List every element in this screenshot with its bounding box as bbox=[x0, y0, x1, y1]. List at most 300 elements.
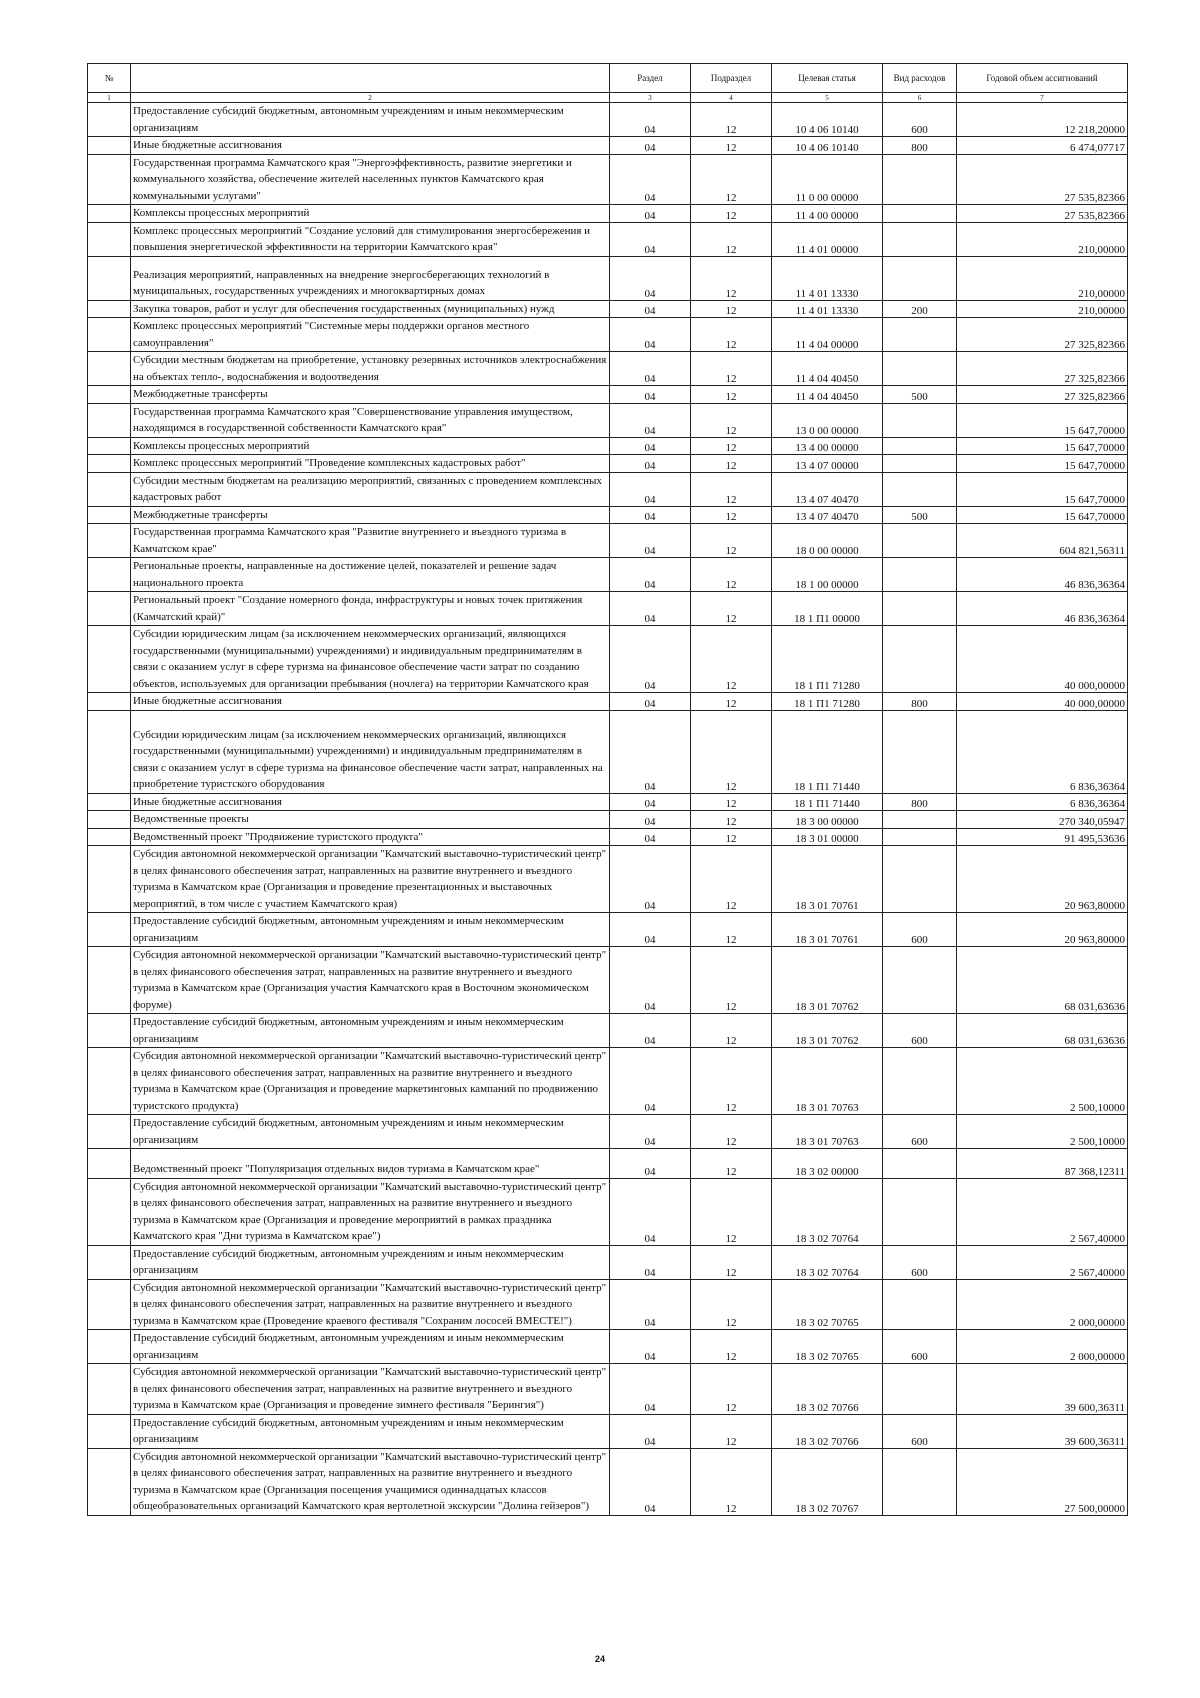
row-expense-type: 600 bbox=[883, 1330, 957, 1364]
row-expense-type: 500 bbox=[883, 386, 957, 404]
table-row bbox=[88, 1178, 1128, 1245]
row-target: 18 3 02 70765 bbox=[772, 1330, 883, 1364]
row-section: 04 bbox=[610, 403, 691, 437]
row-expense-type bbox=[883, 811, 957, 829]
row-subsection: 12 bbox=[691, 403, 772, 437]
row-number bbox=[88, 1448, 131, 1515]
row-expense-type bbox=[883, 1178, 957, 1245]
row-number bbox=[88, 103, 131, 137]
row-number bbox=[88, 811, 131, 829]
row-number bbox=[88, 626, 131, 693]
row-amount: 2 500,10000 bbox=[957, 1115, 1128, 1149]
row-amount: 15 647,70000 bbox=[957, 403, 1128, 437]
row-description: Комплексы процессных мероприятий bbox=[131, 437, 610, 455]
row-subsection: 12 bbox=[691, 558, 772, 592]
table-row bbox=[88, 1279, 1128, 1330]
row-number bbox=[88, 592, 131, 626]
row-description: Межбюджетные трансферты bbox=[131, 386, 610, 404]
col-header-target: Целевая статья bbox=[772, 64, 883, 93]
row-number bbox=[88, 693, 131, 711]
row-subsection: 12 bbox=[691, 437, 772, 455]
row-amount: 15 647,70000 bbox=[957, 437, 1128, 455]
row-description: Субсидия автономной некоммерческой организации "Камчатский выставочно-туристический центр" в целях финансового обеспечения затрат, направленных на развитие внутреннего и въездного туризма в Камчатском крае (Организация и проведение маркетинговых кампаний по продвижению туристского продукта) bbox=[131, 1048, 610, 1115]
table-row bbox=[88, 592, 1128, 626]
row-subsection: 12 bbox=[691, 256, 772, 300]
row-target: 13 4 07 40470 bbox=[772, 472, 883, 506]
row-description: Предоставление субсидий бюджетным, автономным учреждениям и иным некоммерческим организациям bbox=[131, 1014, 610, 1048]
row-amount: 20 963,80000 bbox=[957, 913, 1128, 947]
row-target: 11 4 01 00000 bbox=[772, 222, 883, 256]
row-description: Межбюджетные трансферты bbox=[131, 506, 610, 524]
table-row bbox=[88, 103, 1128, 137]
row-amount: 46 836,36364 bbox=[957, 592, 1128, 626]
row-subsection: 12 bbox=[691, 811, 772, 829]
row-description: Субсидия автономной некоммерческой организации "Камчатский выставочно-туристический центр" в целях финансового обеспечения затрат, направленных на развитие внутреннего и въездного туризма в Камчатском крае (Организация и проведение мероприятий в рамках праздника Камчатского края "Дни туризма в Камчатском крае") bbox=[131, 1178, 610, 1245]
row-expense-type bbox=[883, 1448, 957, 1515]
table-row bbox=[88, 256, 1128, 300]
row-amount: 27 325,82366 bbox=[957, 352, 1128, 386]
row-number bbox=[88, 1330, 131, 1364]
table-row bbox=[88, 1448, 1128, 1515]
row-description: Предоставление субсидий бюджетным, автономным учреждениям и иным некоммерческим организациям bbox=[131, 1245, 610, 1279]
row-target: 13 4 07 40470 bbox=[772, 506, 883, 524]
row-number bbox=[88, 386, 131, 404]
row-number bbox=[88, 793, 131, 811]
row-target: 11 4 04 00000 bbox=[772, 318, 883, 352]
row-subsection: 12 bbox=[691, 386, 772, 404]
row-number bbox=[88, 1414, 131, 1448]
table-row bbox=[88, 222, 1128, 256]
row-description: Комплекс процессных мероприятий "Системные меры поддержки органов местного самоуправления" bbox=[131, 318, 610, 352]
row-amount: 39 600,36311 bbox=[957, 1414, 1128, 1448]
row-description: Ведомственный проект "Продвижение туристского продукта" bbox=[131, 828, 610, 846]
col-number: 7 bbox=[957, 93, 1128, 103]
row-section: 04 bbox=[610, 386, 691, 404]
row-number bbox=[88, 437, 131, 455]
row-number bbox=[88, 710, 131, 793]
row-expense-type bbox=[883, 352, 957, 386]
row-target: 18 3 00 00000 bbox=[772, 811, 883, 829]
row-amount: 15 647,70000 bbox=[957, 472, 1128, 506]
row-target: 11 4 00 00000 bbox=[772, 205, 883, 223]
row-section: 04 bbox=[610, 592, 691, 626]
row-description: Субсидии местным бюджетам на приобретение, установку резервных источников электроснабжения на объектах тепло-, водоснабжения и водоотведения bbox=[131, 352, 610, 386]
row-subsection: 12 bbox=[691, 1330, 772, 1364]
col-number: 2 bbox=[131, 93, 610, 103]
row-number bbox=[88, 300, 131, 318]
row-section: 04 bbox=[610, 137, 691, 155]
table-row bbox=[88, 947, 1128, 1014]
row-target: 18 3 02 70765 bbox=[772, 1279, 883, 1330]
row-number bbox=[88, 256, 131, 300]
table-row bbox=[88, 137, 1128, 155]
row-section: 04 bbox=[610, 1115, 691, 1149]
table-row bbox=[88, 811, 1128, 829]
header-row bbox=[88, 64, 1128, 93]
row-subsection: 12 bbox=[691, 524, 772, 558]
row-description: Реализация мероприятий, направленных на внедрение энергосберегающих технологий в муниципальных, государственных учреждениях и многоквартирных домах bbox=[131, 256, 610, 300]
row-target: 18 3 01 70762 bbox=[772, 1014, 883, 1048]
row-number bbox=[88, 1279, 131, 1330]
table-row bbox=[88, 558, 1128, 592]
row-target: 18 3 02 70766 bbox=[772, 1364, 883, 1415]
row-subsection: 12 bbox=[691, 1414, 772, 1448]
row-section: 04 bbox=[610, 811, 691, 829]
row-expense-type bbox=[883, 626, 957, 693]
row-expense-type: 600 bbox=[883, 1115, 957, 1149]
row-section: 04 bbox=[610, 1330, 691, 1364]
row-expense-type bbox=[883, 846, 957, 913]
table-row bbox=[88, 693, 1128, 711]
row-description: Комплексы процессных мероприятий bbox=[131, 205, 610, 223]
row-target: 18 3 01 70763 bbox=[772, 1115, 883, 1149]
row-target: 10 4 06 10140 bbox=[772, 137, 883, 155]
row-number bbox=[88, 403, 131, 437]
row-number bbox=[88, 947, 131, 1014]
table-row bbox=[88, 455, 1128, 473]
row-subsection: 12 bbox=[691, 103, 772, 137]
row-description: Комплекс процессных мероприятий "Проведение комплексных кадастровых работ" bbox=[131, 455, 610, 473]
row-subsection: 12 bbox=[691, 1364, 772, 1415]
row-subsection: 12 bbox=[691, 455, 772, 473]
row-expense-type bbox=[883, 318, 957, 352]
row-description: Ведомственные проекты bbox=[131, 811, 610, 829]
row-subsection: 12 bbox=[691, 1115, 772, 1149]
row-target: 18 3 02 70767 bbox=[772, 1448, 883, 1515]
row-target: 18 3 01 70762 bbox=[772, 947, 883, 1014]
row-amount: 15 647,70000 bbox=[957, 506, 1128, 524]
row-subsection: 12 bbox=[691, 1178, 772, 1245]
row-amount: 39 600,36311 bbox=[957, 1364, 1128, 1415]
row-description: Предоставление субсидий бюджетным, автономным учреждениям и иным некоммерческим организациям bbox=[131, 1414, 610, 1448]
row-expense-type bbox=[883, 472, 957, 506]
row-number bbox=[88, 846, 131, 913]
row-target: 18 3 01 70763 bbox=[772, 1048, 883, 1115]
row-section: 04 bbox=[610, 1149, 691, 1179]
col-number: 5 bbox=[772, 93, 883, 103]
row-section: 04 bbox=[610, 506, 691, 524]
row-description: Иные бюджетные ассигнования bbox=[131, 693, 610, 711]
row-number bbox=[88, 222, 131, 256]
row-number bbox=[88, 472, 131, 506]
row-section: 04 bbox=[610, 437, 691, 455]
table-row bbox=[88, 437, 1128, 455]
row-amount: 27 535,82366 bbox=[957, 205, 1128, 223]
row-target: 11 4 04 40450 bbox=[772, 352, 883, 386]
row-section: 04 bbox=[610, 1048, 691, 1115]
row-section: 04 bbox=[610, 103, 691, 137]
row-amount: 270 340,05947 bbox=[957, 811, 1128, 829]
row-expense-type bbox=[883, 222, 957, 256]
row-section: 04 bbox=[610, 205, 691, 223]
row-expense-type bbox=[883, 710, 957, 793]
row-section: 04 bbox=[610, 455, 691, 473]
row-description: Предоставление субсидий бюджетным, автономным учреждениям и иным некоммерческим организациям bbox=[131, 1330, 610, 1364]
row-target: 13 4 07 00000 bbox=[772, 455, 883, 473]
row-description: Закупка товаров, работ и услуг для обеспечения государственных (муниципальных) нужд bbox=[131, 300, 610, 318]
row-amount: 27 500,00000 bbox=[957, 1448, 1128, 1515]
row-amount: 2 000,00000 bbox=[957, 1330, 1128, 1364]
row-section: 04 bbox=[610, 793, 691, 811]
row-amount: 210,00000 bbox=[957, 222, 1128, 256]
row-description: Государственная программа Камчатского края "Развитие внутреннего и въездного туризма в Камчатском крае" bbox=[131, 524, 610, 558]
row-section: 04 bbox=[610, 1014, 691, 1048]
page-number: 24 bbox=[594, 1654, 605, 1664]
table-row bbox=[88, 1048, 1128, 1115]
row-description: Предоставление субсидий бюджетным, автономным учреждениям и иным некоммерческим организациям bbox=[131, 913, 610, 947]
row-amount: 6 836,36364 bbox=[957, 710, 1128, 793]
row-subsection: 12 bbox=[691, 846, 772, 913]
table-row bbox=[88, 506, 1128, 524]
table-row bbox=[88, 352, 1128, 386]
row-amount: 91 495,53636 bbox=[957, 828, 1128, 846]
row-expense-type bbox=[883, 455, 957, 473]
row-section: 04 bbox=[610, 828, 691, 846]
row-section: 04 bbox=[610, 1245, 691, 1279]
row-number bbox=[88, 1149, 131, 1179]
row-description: Субсидия автономной некоммерческой организации "Камчатский выставочно-туристический центр" в целях финансового обеспечения затрат, направленных на развитие внутреннего и въездного туризма в Камчатском крае (Проведение краевого фестиваля "Сохраним лососей ВМЕСТЕ!") bbox=[131, 1279, 610, 1330]
row-expense-type bbox=[883, 1048, 957, 1115]
row-section: 04 bbox=[610, 710, 691, 793]
row-target: 18 1 П1 71280 bbox=[772, 626, 883, 693]
row-amount: 604 821,56311 bbox=[957, 524, 1128, 558]
row-amount: 2 567,40000 bbox=[957, 1245, 1128, 1279]
row-subsection: 12 bbox=[691, 913, 772, 947]
row-description: Комплекс процессных мероприятий "Создание условий для стимулирования энергосбережения и повышения энергетической эффективности на территории Камчатского края" bbox=[131, 222, 610, 256]
row-number bbox=[88, 154, 131, 205]
row-number bbox=[88, 913, 131, 947]
col-number: 1 bbox=[88, 93, 131, 103]
row-amount: 6 474,07717 bbox=[957, 137, 1128, 155]
row-target: 18 3 01 70761 bbox=[772, 846, 883, 913]
row-section: 04 bbox=[610, 846, 691, 913]
row-number bbox=[88, 352, 131, 386]
table-row bbox=[88, 1115, 1128, 1149]
row-description: Субсидия автономной некоммерческой организации "Камчатский выставочно-туристический центр" в целях финансового обеспечения затрат, направленных на развитие внутреннего и въездного туризма в Камчатском крае (Организация и проведение презентационных и выставочных мероприятий, в том числе с участием Камчатского края) bbox=[131, 846, 610, 913]
row-subsection: 12 bbox=[691, 1149, 772, 1179]
col-header-name bbox=[131, 64, 610, 93]
row-subsection: 12 bbox=[691, 828, 772, 846]
row-target: 18 3 01 70761 bbox=[772, 913, 883, 947]
table-row bbox=[88, 626, 1128, 693]
row-section: 04 bbox=[610, 626, 691, 693]
row-description: Субсидии юридическим лицам (за исключением некоммерческих организаций, являющихся государственными (муниципальными) учреждениями) и индивидуальным предпринимателям в связи с оказанием услуг в сфере туризма на финансовое обеспечение части затрат по созданию объектов, используемых для организации пребывания (ночлега) на территории Камчатского края bbox=[131, 626, 610, 693]
row-target: 11 4 01 13330 bbox=[772, 256, 883, 300]
row-section: 04 bbox=[610, 913, 691, 947]
row-amount: 210,00000 bbox=[957, 300, 1128, 318]
row-target: 18 1 П1 71440 bbox=[772, 710, 883, 793]
row-expense-type bbox=[883, 437, 957, 455]
row-description: Предоставление субсидий бюджетным, автономным учреждениям и иным некоммерческим организациям bbox=[131, 103, 610, 137]
col-header-subsection: Подраздел bbox=[691, 64, 772, 93]
row-amount: 6 836,36364 bbox=[957, 793, 1128, 811]
col-number: 3 bbox=[610, 93, 691, 103]
row-subsection: 12 bbox=[691, 710, 772, 793]
row-subsection: 12 bbox=[691, 626, 772, 693]
table-row bbox=[88, 1364, 1128, 1415]
row-expense-type bbox=[883, 403, 957, 437]
row-number bbox=[88, 828, 131, 846]
row-section: 04 bbox=[610, 318, 691, 352]
row-amount: 40 000,00000 bbox=[957, 693, 1128, 711]
table-row bbox=[88, 154, 1128, 205]
row-section: 04 bbox=[610, 1448, 691, 1515]
row-section: 04 bbox=[610, 154, 691, 205]
table-row bbox=[88, 403, 1128, 437]
row-number bbox=[88, 506, 131, 524]
row-section: 04 bbox=[610, 256, 691, 300]
row-expense-type: 600 bbox=[883, 1414, 957, 1448]
row-amount: 15 647,70000 bbox=[957, 455, 1128, 473]
row-description: Иные бюджетные ассигнования bbox=[131, 137, 610, 155]
row-expense-type: 800 bbox=[883, 693, 957, 711]
table-row bbox=[88, 300, 1128, 318]
row-subsection: 12 bbox=[691, 205, 772, 223]
row-target: 18 3 02 00000 bbox=[772, 1149, 883, 1179]
row-target: 13 0 00 00000 bbox=[772, 403, 883, 437]
row-target: 11 4 04 40450 bbox=[772, 386, 883, 404]
row-target: 11 0 00 00000 bbox=[772, 154, 883, 205]
row-number bbox=[88, 318, 131, 352]
row-subsection: 12 bbox=[691, 592, 772, 626]
row-subsection: 12 bbox=[691, 318, 772, 352]
row-subsection: 12 bbox=[691, 506, 772, 524]
col-header-expense: Вид расходов bbox=[883, 64, 957, 93]
row-expense-type bbox=[883, 947, 957, 1014]
row-section: 04 bbox=[610, 352, 691, 386]
row-expense-type bbox=[883, 205, 957, 223]
row-section: 04 bbox=[610, 524, 691, 558]
row-subsection: 12 bbox=[691, 1014, 772, 1048]
row-subsection: 12 bbox=[691, 352, 772, 386]
table-row bbox=[88, 1330, 1128, 1364]
row-expense-type: 500 bbox=[883, 506, 957, 524]
row-amount: 40 000,00000 bbox=[957, 626, 1128, 693]
row-target: 18 1 00 00000 bbox=[772, 558, 883, 592]
table-row bbox=[88, 793, 1128, 811]
row-amount: 27 535,82366 bbox=[957, 154, 1128, 205]
table-row bbox=[88, 913, 1128, 947]
row-expense-type: 800 bbox=[883, 137, 957, 155]
row-description: Региональные проекты, направленные на достижение целей, показателей и решение задач национального проекта bbox=[131, 558, 610, 592]
table-row bbox=[88, 524, 1128, 558]
col-header-amount: Годовой объем ассигнований bbox=[957, 64, 1128, 93]
row-number bbox=[88, 1364, 131, 1415]
table-row bbox=[88, 318, 1128, 352]
row-expense-type: 800 bbox=[883, 793, 957, 811]
row-amount: 2 500,10000 bbox=[957, 1048, 1128, 1115]
row-description: Иные бюджетные ассигнования bbox=[131, 793, 610, 811]
row-description: Ведомственный проект "Популяризация отдельных видов туризма в Камчатском крае" bbox=[131, 1149, 610, 1179]
row-amount: 46 836,36364 bbox=[957, 558, 1128, 592]
row-subsection: 12 bbox=[691, 1279, 772, 1330]
row-amount: 68 031,63636 bbox=[957, 947, 1128, 1014]
row-amount: 20 963,80000 bbox=[957, 846, 1128, 913]
row-expense-type: 600 bbox=[883, 103, 957, 137]
row-section: 04 bbox=[610, 300, 691, 318]
row-description: Субсидия автономной некоммерческой организации "Камчатский выставочно-туристический центр" в целях финансового обеспечения затрат, направленных на развитие внутреннего и въездного туризма в Камчатском крае (Организация и проведение зимнего фестиваля "Берингия") bbox=[131, 1364, 610, 1415]
row-expense-type bbox=[883, 828, 957, 846]
row-subsection: 12 bbox=[691, 1245, 772, 1279]
row-expense-type: 600 bbox=[883, 913, 957, 947]
row-expense-type bbox=[883, 154, 957, 205]
table-row bbox=[88, 1414, 1128, 1448]
table-row bbox=[88, 1014, 1128, 1048]
row-amount: 87 368,12311 bbox=[957, 1149, 1128, 1179]
row-description: Субсидии юридическим лицам (за исключением некоммерческих организаций, являющихся государственными (муниципальными) учреждениями) и индивидуальным предпринимателям в связи с оказанием услуг в сфере туризма на финансовое обеспечение части затрат, направленных на приобретение туристского оборудования bbox=[131, 710, 610, 793]
row-target: 13 4 00 00000 bbox=[772, 437, 883, 455]
row-target: 18 0 00 00000 bbox=[772, 524, 883, 558]
row-amount: 210,00000 bbox=[957, 256, 1128, 300]
row-expense-type: 600 bbox=[883, 1245, 957, 1279]
row-amount: 68 031,63636 bbox=[957, 1014, 1128, 1048]
row-description: Субсидии местным бюджетам на реализацию мероприятий, связанных с проведением комплексных кадастровых работ bbox=[131, 472, 610, 506]
row-expense-type: 600 bbox=[883, 1014, 957, 1048]
row-expense-type bbox=[883, 256, 957, 300]
row-description: Государственная программа Камчатского края "Совершенствование управления имуществом, находящимся в государственной собственности Камчатского края" bbox=[131, 403, 610, 437]
row-target: 18 3 02 70766 bbox=[772, 1414, 883, 1448]
row-target: 18 3 01 00000 bbox=[772, 828, 883, 846]
row-expense-type bbox=[883, 1149, 957, 1179]
row-expense-type bbox=[883, 558, 957, 592]
table-row bbox=[88, 205, 1128, 223]
table-row bbox=[88, 1149, 1128, 1179]
row-subsection: 12 bbox=[691, 947, 772, 1014]
row-subsection: 12 bbox=[691, 137, 772, 155]
row-subsection: 12 bbox=[691, 1048, 772, 1115]
table-row bbox=[88, 846, 1128, 913]
row-target: 18 1 П1 71440 bbox=[772, 793, 883, 811]
row-description: Субсидия автономной некоммерческой организации "Камчатский выставочно-туристический центр" в целях финансового обеспечения затрат, направленных на развитие внутреннего и въездного туризма в Камчатском крае (Организация посещения учащимися одиннадцатых классов общеобразовательных организаций Камчатского края вертолетной экскурсии "Долина гейзеров") bbox=[131, 1448, 610, 1515]
row-number bbox=[88, 1115, 131, 1149]
row-expense-type: 200 bbox=[883, 300, 957, 318]
row-section: 04 bbox=[610, 472, 691, 506]
row-section: 04 bbox=[610, 1279, 691, 1330]
row-section: 04 bbox=[610, 693, 691, 711]
row-description: Предоставление субсидий бюджетным, автономным учреждениям и иным некоммерческим организациям bbox=[131, 1115, 610, 1149]
col-header-num: № bbox=[88, 64, 131, 93]
row-number bbox=[88, 205, 131, 223]
row-target: 18 1 П1 00000 bbox=[772, 592, 883, 626]
table-row bbox=[88, 710, 1128, 793]
row-section: 04 bbox=[610, 558, 691, 592]
row-amount: 27 325,82366 bbox=[957, 318, 1128, 352]
row-section: 04 bbox=[610, 222, 691, 256]
row-subsection: 12 bbox=[691, 222, 772, 256]
row-expense-type bbox=[883, 1279, 957, 1330]
table-row bbox=[88, 472, 1128, 506]
row-subsection: 12 bbox=[691, 793, 772, 811]
col-number: 6 bbox=[883, 93, 957, 103]
row-amount: 2 000,00000 bbox=[957, 1279, 1128, 1330]
row-section: 04 bbox=[610, 947, 691, 1014]
row-amount: 2 567,40000 bbox=[957, 1178, 1128, 1245]
row-expense-type bbox=[883, 524, 957, 558]
table-row bbox=[88, 386, 1128, 404]
row-section: 04 bbox=[610, 1414, 691, 1448]
row-number bbox=[88, 1048, 131, 1115]
table-row bbox=[88, 1245, 1128, 1279]
column-number-row bbox=[88, 93, 1128, 103]
row-subsection: 12 bbox=[691, 472, 772, 506]
row-section: 04 bbox=[610, 1364, 691, 1415]
row-number bbox=[88, 524, 131, 558]
row-subsection: 12 bbox=[691, 154, 772, 205]
row-expense-type bbox=[883, 1364, 957, 1415]
row-description: Государственная программа Камчатского края "Энергоэффективность, развитие энергетики и коммунального хозяйства, обеспечение жителей населенных пунктов Камчатского края коммунальными услугами" bbox=[131, 154, 610, 205]
row-number bbox=[88, 1178, 131, 1245]
row-expense-type bbox=[883, 592, 957, 626]
